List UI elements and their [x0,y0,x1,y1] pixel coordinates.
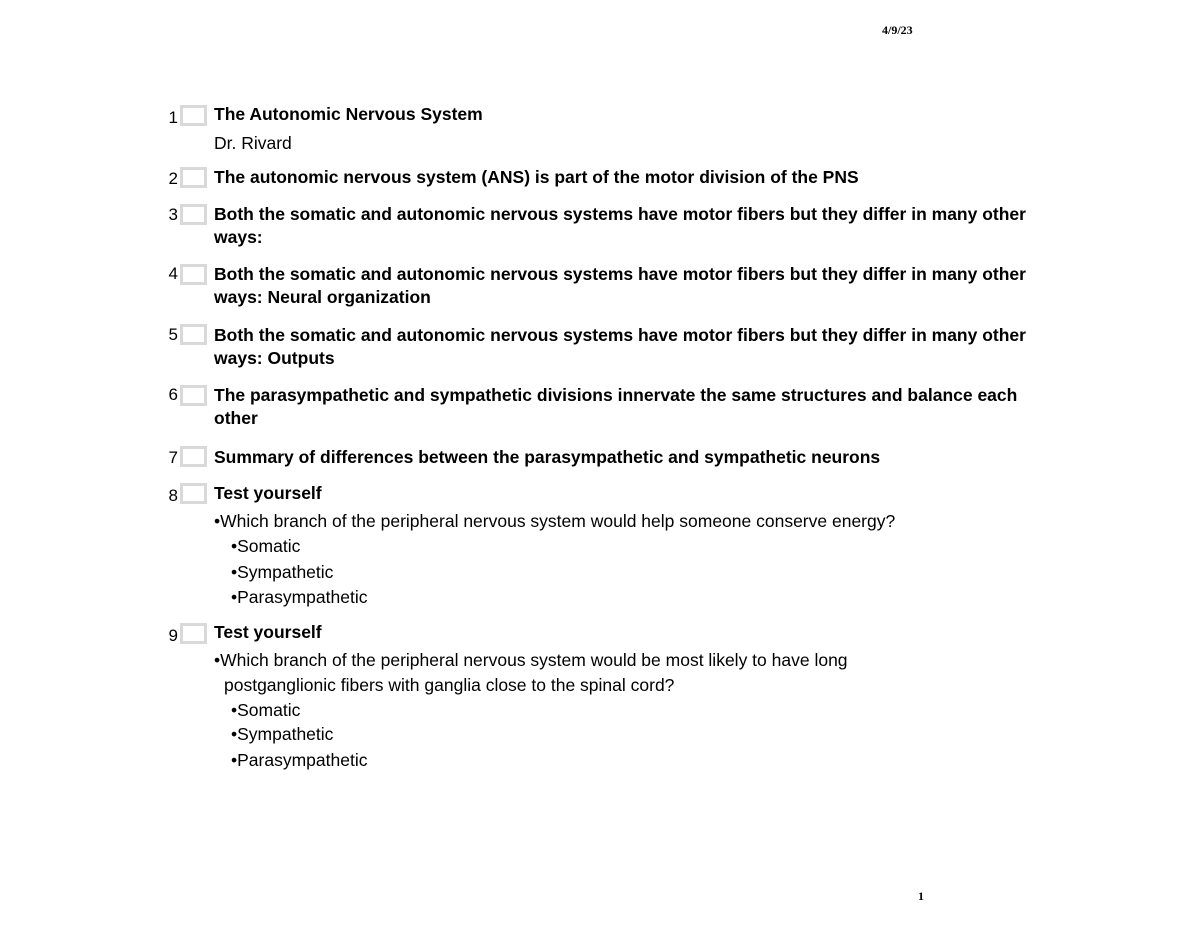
page-number: 1 [918,889,924,903]
slide-thumbnail[interactable] [180,264,207,285]
slide-title: Test yourself [214,483,322,503]
slide-thumbnail[interactable] [180,324,207,345]
slide-thumbnail[interactable] [180,483,207,504]
slide-title: Both the somatic and autonomic nervous systems have motor fibers but they differ in many other ways: Neural organization [214,264,1026,307]
slide-thumbnail[interactable] [180,204,207,225]
slide-title: The parasympathetic and sympathetic divisions innervate the same structures and balance each other [214,385,1018,428]
slide-thumbnail[interactable] [180,167,207,188]
header-date: 4/9/23 [882,23,913,37]
slide-thumbnail[interactable] [180,105,207,126]
slide-thumbnail[interactable] [180,385,207,406]
slide-subtitle: Dr. Rivard [214,133,292,153]
slide-title: The Autonomic Nervous System [214,104,483,124]
slide-thumbnail[interactable] [180,446,207,467]
slide-thumbnail[interactable] [180,623,207,644]
slide-number: 1 [168,108,178,127]
slide-title: Both the somatic and autonomic nervous systems have motor fibers but they differ in many other ways: [214,204,1026,247]
answer-option: •Somatic [231,536,301,556]
question-text-line-1: •Which branch of the peripheral nervous system would be most likely to have long [214,650,848,670]
slide-number: 2 [168,169,178,188]
slide-title: Both the somatic and autonomic nervous systems have motor fibers but they differ in many other ways: Outputs [214,325,1026,368]
question-text: •Which branch of the peripheral nervous system would help someone conserve energy? [214,511,896,531]
slide-number: 3 [168,205,178,224]
slide-number: 4 [168,264,178,283]
answer-option: •Parasympathetic [231,587,368,607]
answer-option: •Parasympathetic [231,750,368,770]
answer-option: •Sympathetic [231,562,334,582]
slide-number: 6 [168,385,178,404]
slide-title: Test yourself [214,622,322,642]
slide-number: 9 [168,626,178,645]
answer-option: •Somatic [231,700,301,720]
slide-title: Summary of differences between the parasympathetic and sympathetic neurons [214,447,881,467]
slide-number: 8 [168,486,178,505]
slide-title: The autonomic nervous system (ANS) is part of the motor division of the PNS [214,167,859,187]
slide-number: 7 [168,448,178,467]
slide-number: 5 [168,325,178,344]
answer-option: •Sympathetic [231,724,334,744]
question-text-line-2: postganglionic fibers with ganglia close to the spinal cord? [224,675,675,695]
